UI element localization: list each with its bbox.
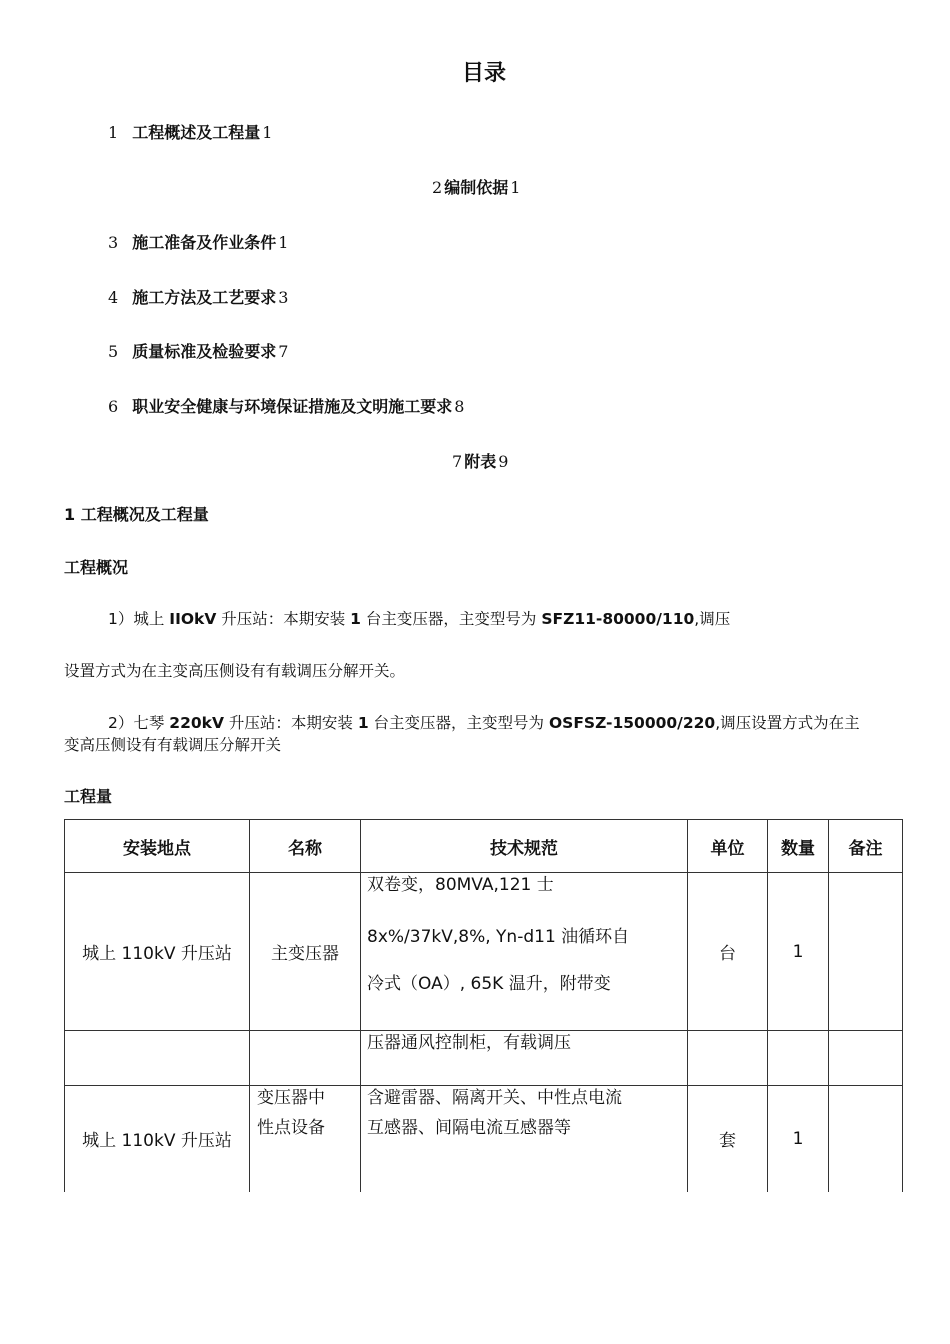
toc-item-1[interactable]	[108, 120, 272, 143]
header-name: 名称	[250, 820, 361, 873]
cell-qty: 1	[768, 1086, 829, 1192]
cell-name: 主变压器	[250, 873, 361, 1031]
spec-line: 冷式（OA）, 65K 温升，附带变	[367, 973, 611, 994]
name-line: 变压器中	[257, 1088, 325, 1108]
text-run-bold: IIOkV	[169, 610, 217, 628]
toc-item-page: 7	[278, 342, 289, 361]
toc-item-label: 施工准备及作业条件	[132, 233, 277, 252]
cell-spec	[361, 1031, 688, 1086]
cell-location	[65, 1031, 250, 1086]
text-run-bold: OSFSZ-150000/220	[548, 714, 716, 732]
toc-item-number: 1	[108, 123, 119, 142]
cell-note	[829, 1031, 903, 1086]
toc-item-3[interactable]	[108, 230, 288, 253]
text-run-bold: SFZ11-80000/110	[541, 610, 695, 628]
text-run: 升压站：本期安装	[223, 714, 358, 732]
text-run: 台主变压器，主变型号为	[360, 610, 542, 628]
toc-item-label: 质量标准及检验要求	[132, 342, 277, 361]
paragraph-2-line-2: 变高压侧设有有载调压分解开关	[64, 736, 282, 754]
cell-location: 城上 110kV 升压站	[65, 873, 250, 1031]
cell-location: 城上 110kV 升压站	[65, 1086, 250, 1192]
table-header-row	[65, 820, 903, 873]
cell-name	[250, 1031, 361, 1086]
paragraph-2-line-1	[108, 711, 860, 733]
spec-line: 双卷变，80MVA,121 士	[367, 875, 554, 895]
text-run: 台主变压器，主变型号为	[368, 714, 549, 732]
header-note: 备注	[829, 820, 903, 873]
spec-line: 压器通风控制柜，有载调压	[367, 1033, 571, 1053]
toc-item-number: 4	[108, 288, 119, 307]
toc-item-page: 1	[262, 123, 273, 142]
toc-item-number: 7	[452, 452, 463, 471]
subheading-overview: 工程概况	[64, 558, 129, 577]
toc-item-page: 8	[454, 397, 465, 416]
toc-title: 目录	[461, 61, 506, 86]
name-line: 性点设备	[257, 1118, 325, 1139]
cell-spec	[361, 873, 688, 1031]
toc-item-number: 6	[108, 397, 119, 416]
text-run: 升压站：本期安装	[216, 610, 351, 628]
toc-item-page: 9	[498, 452, 509, 471]
cell-unit	[688, 1031, 768, 1086]
toc-item-label: 职业安全健康与环境保证措施及文明施工要求	[132, 397, 453, 416]
text-run: 2）七琴	[108, 714, 170, 732]
toc-item-4[interactable]	[108, 285, 288, 308]
cell-unit: 台	[688, 873, 768, 1031]
text-run: ,调压	[694, 610, 731, 628]
text-run-bold: 1	[350, 610, 361, 628]
table-row	[65, 1086, 903, 1192]
header-location: 安装地点	[65, 820, 250, 873]
cell-qty	[768, 1031, 829, 1086]
cell-note	[829, 1086, 903, 1192]
toc-item-number: 2	[432, 178, 443, 197]
paragraph-1-line-1	[108, 607, 730, 629]
text-run-bold: 220kV	[169, 714, 224, 732]
toc-item-label: 编制依据	[444, 178, 509, 197]
cell-qty: 1	[768, 873, 829, 1031]
toc-item-number: 5	[108, 342, 119, 361]
text-run: ,调压设置方式为在主	[715, 714, 860, 732]
cell-unit: 套	[688, 1086, 768, 1192]
text-run-bold: 1	[357, 714, 369, 732]
toc-item-label: 施工方法及工艺要求	[132, 288, 277, 307]
table-row	[65, 873, 903, 1031]
paragraph-1-line-2: 设置方式为在主变高压侧设有有载调压分解开关。	[64, 662, 406, 680]
spec-line: 8x%/37kV,8%, Yn-d11 油循环自	[367, 927, 630, 948]
spec-line: 互感器、间隔电流互感器等	[367, 1118, 571, 1139]
header-qty: 数量	[768, 820, 829, 873]
table-row	[65, 1031, 903, 1086]
cell-note	[829, 873, 903, 1031]
toc-item-label: 附表	[464, 452, 497, 471]
toc-item-label: 工程概述及工程量	[132, 123, 261, 142]
header-unit: 单位	[688, 820, 768, 873]
section-heading: 1 工程概况及工程量	[64, 505, 209, 524]
toc-item-5[interactable]	[108, 339, 288, 362]
toc-item-page: 1	[278, 233, 289, 252]
toc-item-2[interactable]	[432, 175, 520, 198]
cell-spec	[361, 1086, 688, 1192]
toc-item-6[interactable]	[108, 394, 464, 417]
quantity-table	[64, 819, 903, 1192]
spec-line: 含避雷器、隔离开关、中性点电流	[367, 1088, 622, 1108]
toc-item-page: 1	[510, 178, 521, 197]
subheading-quantity: 工程量	[64, 787, 113, 806]
toc-item-7[interactable]	[452, 449, 508, 472]
toc-item-page: 3	[278, 288, 289, 307]
text-run: 1）城上	[108, 610, 170, 628]
toc-item-number: 3	[108, 233, 119, 252]
cell-name	[250, 1086, 361, 1192]
header-spec: 技术规范	[361, 820, 688, 873]
